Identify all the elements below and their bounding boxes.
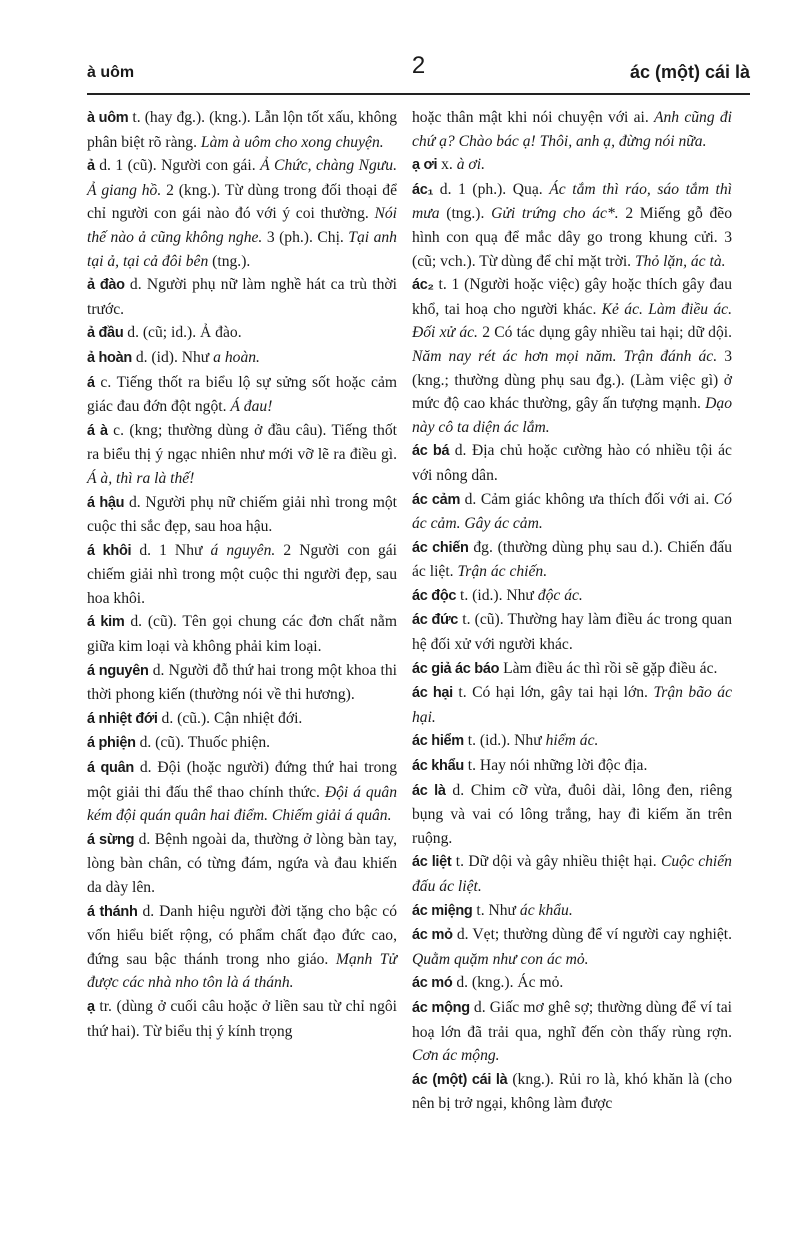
headword: ác (một) cái là <box>412 1071 508 1088</box>
example: Cơn ác mộng. <box>412 1047 500 1065</box>
headword: á <box>87 374 95 391</box>
dictionary-entry <box>87 491 397 539</box>
headword: ác hiểm <box>412 733 464 750</box>
page-number: 2 <box>411 52 426 79</box>
definition: d. (cũ). Tên gọi chung các đơn chất nằm giữa kim loại và không phải kim loại. <box>87 613 397 656</box>
definition: 3 (ph.). Chị. <box>262 228 349 246</box>
dictionary-entry <box>87 419 397 491</box>
example: Trận bão ác hại. <box>412 684 733 726</box>
definition: t. Như <box>472 901 520 919</box>
dictionary-entry <box>412 754 732 779</box>
dictionary-entry <box>412 850 732 898</box>
example: Ác tắm thì ráo, sáo tắm thì mưa <box>412 180 732 223</box>
example: Kẻ ác. Làm điều ác. Đối xử ác. <box>412 300 732 342</box>
definition: (tng.). <box>439 205 492 223</box>
headword: ác hại <box>412 685 453 702</box>
definition: t. (id.). Như <box>463 732 546 750</box>
definition: t. (cũ). Thường hay làm điều ác trong quan hệ đối xử với người khác. <box>412 611 733 654</box>
dictionary-entry <box>412 536 732 584</box>
example: Á đau! <box>230 398 273 416</box>
definition: d. 1 (ph.). Quạ. <box>433 180 550 198</box>
headword: ác độc <box>412 587 457 604</box>
definition: (kng.). Rủi ro là, khó khăn là (cho nên bị trở ngại, không làm được <box>412 1070 732 1113</box>
definition: t. (hay đg.). (kng.). Lẫn lộn tốt xấu, không phân biệt rõ ràng. <box>87 109 397 151</box>
dictionary-entry <box>412 899 732 924</box>
definition: d. Giấc mơ ghê sợ; thường dùng để ví tai hoạ lớn đã trải qua, nghĩ đến còn thấy rùng rợn. <box>412 998 732 1041</box>
definition: d. Địa chủ hoặc cường hào có nhiều tội ác với nông dân. <box>412 442 732 484</box>
definition: c. (kng; thường dùng ở đầu câu). Tiếng thốt ra biểu thị ý ngạc nhiên như mới vỡ lẽ ra điều gì. <box>87 421 397 464</box>
example: á nguyên. <box>210 541 276 559</box>
headword: à uôm <box>87 110 129 126</box>
dictionary-entry <box>87 610 397 658</box>
example: Nói thế nào ả cũng không nghe. <box>87 205 397 246</box>
definition: d. Vẹt; thường dùng để ví người cay nghiệt. <box>452 926 732 944</box>
headword: á nhiệt đới <box>87 710 158 727</box>
dictionary-entry <box>412 584 732 609</box>
definition: d. (id). Như <box>131 348 214 366</box>
example: Đội á quân kém đội quán quân hai điểm. Chiếm giải á quân. <box>87 783 397 825</box>
dictionary-entry <box>87 371 397 419</box>
headword: ác mộng <box>412 999 470 1016</box>
example: Gửi trứng cho ác*. <box>491 205 619 223</box>
headword: ả hoàn <box>87 349 132 366</box>
dictionary-entry <box>412 153 732 178</box>
definition: tr. (dùng ở cuối câu hoặc ở liền sau từ chỉ ngôi thứ hai). Từ biểu thị ý kính trọng <box>87 997 397 1040</box>
definition: d. Đội (hoặc người) đứng thứ hai trong một giải thi đấu thể thao chính thức. <box>87 759 398 801</box>
headword: á khôi <box>87 542 132 559</box>
definition: d. (kng.). Ác mỏ. <box>452 974 564 992</box>
definition: Làm điều ác thì rồi sẽ gặp điều ác. <box>499 659 718 677</box>
headword: ác miệng <box>412 902 473 919</box>
definition: d. Danh hiệu người đời tặng cho bậc có vốn hiểu biết rộng, có phẩm chất đạo đức cao, đứng sau bậc thánh trong nho giáo. <box>87 902 397 968</box>
dictionary-entry <box>412 923 732 971</box>
dictionary-entry <box>412 106 732 153</box>
dictionary-entry <box>412 608 732 656</box>
headword: á hậu <box>87 494 125 511</box>
definition: t. Hay nói những lời độc địa. <box>463 757 648 775</box>
dictionary-entry <box>412 488 732 536</box>
page-header <box>87 52 750 92</box>
dictionary-entry <box>87 731 397 756</box>
dictionary-entry <box>87 321 397 346</box>
example: Ả Chức, chàng Ngưu. Ả giang hồ. <box>87 157 398 199</box>
definition: d. Bệnh ngoài da, thường ở lòng bàn tay, lòng bàn chân, có từng đám, ngứa và đau khiến da dày lên. <box>87 830 397 896</box>
headword: ác khẩu <box>412 758 464 775</box>
definition: x. <box>437 156 457 174</box>
definition: t. (id.). Như <box>456 586 538 604</box>
dictionary-entry <box>412 1068 732 1116</box>
dictionary-entry <box>412 681 732 729</box>
dictionary-entry <box>412 779 732 851</box>
headword: á thánh <box>87 903 138 920</box>
headword: ả đào <box>87 277 125 294</box>
example: hiểm ác. <box>545 732 599 750</box>
definition: d. Người phụ nữ chiếm giải nhì trong một cuộc thi sắc đẹp, sau hoa hậu. <box>87 493 398 536</box>
example: Anh cũng đi chứ ạ? Chào bác ạ! Thôi, anh ạ, đừng nói nữa. <box>412 109 733 150</box>
headword: ạ <box>87 998 95 1015</box>
definition: 2 (kng.). Từ dùng trong đối thoại để chỉ người con gái nào đó với ý coi thường. <box>87 181 397 223</box>
example: Dạo này cô ta diện ác lắm. <box>412 395 732 436</box>
definition: t. Dữ dội và gây nhiều thiệt hại. <box>451 853 661 871</box>
headword: ác cảm <box>412 491 461 508</box>
headword: á sừng <box>87 831 135 848</box>
headword: ác bá <box>412 443 450 460</box>
header-left-guide-word: à uôm <box>87 64 135 81</box>
example: Mạnh Tử được các nhà nho tôn là á thánh. <box>87 950 397 992</box>
dictionary-entry <box>87 756 397 828</box>
dictionary-entry <box>412 657 732 682</box>
example: Á à, thì ra là thế! <box>87 469 195 487</box>
example: Năm nay rét ác hơn mọi năm. Trận đánh ác. <box>412 347 718 365</box>
definition: d. (cũ.). Cận nhiệt đới. <box>157 709 303 727</box>
definition: (tng.). <box>208 252 251 270</box>
example: Tại anh tại ả, tại cả đôi bên <box>87 228 397 270</box>
headword: á à <box>87 422 108 439</box>
definition: d. Người đỗ thứ hai trong một khoa thi thời phong kiến (thường nói về thi hương). <box>87 661 398 704</box>
example: Có ác cảm. Gây ác cảm. <box>412 490 732 533</box>
dictionary-entry <box>412 439 732 487</box>
dictionary-entry <box>87 707 397 732</box>
example: Cuộc chiến đấu ác liệt. <box>412 853 732 895</box>
headword: á phiện <box>87 735 136 752</box>
headword: ả <box>87 158 95 175</box>
header-right-guide-word: ác (một) cái là <box>629 62 750 82</box>
dictionary-entry <box>412 971 732 996</box>
definition: đg. (thường dùng phụ sau d.). Chiến đấu ác liệt. <box>412 538 732 581</box>
dictionary-entry <box>87 346 397 371</box>
definition: t. 1 (Người hoặc việc) gây hoặc thích gây đau khổ, tai hoạ cho người khác. <box>412 276 732 318</box>
headword: ác₁ <box>412 181 434 198</box>
dictionary-entry <box>412 273 732 439</box>
dictionary-entry <box>87 539 397 611</box>
left-column <box>87 106 397 1043</box>
headword: á quân <box>87 760 134 777</box>
headword: ác chiến <box>412 539 469 556</box>
definition: d. Cảm giác không ưa thích đối với ai. <box>460 490 714 508</box>
headword: ác mó <box>412 975 453 992</box>
definition: 2 Có tác dụng gây nhiều tai hại; dữ dội. <box>477 324 732 342</box>
header-divider <box>87 93 750 95</box>
headword: ạ ơi <box>412 157 438 174</box>
definition: d. (cũ; id.). Ả đào. <box>123 324 242 342</box>
example: Quằm quặm như con ác mỏ. <box>412 950 589 968</box>
example: Làm à uôm cho xong chuyện. <box>200 133 384 151</box>
dictionary-entry <box>412 729 732 754</box>
definition: d. 1 (cũ). Người con gái. <box>94 157 261 175</box>
definition: t. Có hại lớn, gây tai hại lớn. <box>452 684 654 702</box>
example: à ơi. <box>456 156 485 174</box>
headword: ác giả ác báo <box>412 660 500 677</box>
headword: ác mỏ <box>412 927 453 944</box>
headword: á kim <box>87 614 125 631</box>
definition: 3 (kng.; thường dùng phụ sau đg.). (Làm việc gì) ở mức độ cao khác thường, gây ấn tượng mạnh. <box>412 347 732 413</box>
example: ác khẩu. <box>519 901 573 919</box>
example: Thỏ lặn, ác tà. <box>634 252 726 270</box>
headword: ả đầu <box>87 325 124 342</box>
dictionary-entry <box>412 178 732 273</box>
example: a hoàn. <box>213 348 260 366</box>
dictionary-entry <box>87 900 397 995</box>
example: Trận ác chiến. <box>457 563 548 581</box>
definition: d. (cũ). Thuốc phiện. <box>135 734 271 752</box>
definition: hoặc thân mật khi nói chuyện với ai. <box>412 109 654 126</box>
dictionary-entry <box>87 154 397 273</box>
dictionary-entry <box>87 995 397 1043</box>
dictionary-entry <box>412 996 732 1068</box>
definition: d. Chim cỡ vừa, đuôi dài, lông đen, riêng bụng và vai có lông trắng, hay đi kiếm ăn trên ruộng. <box>412 781 732 847</box>
dictionary-entry <box>87 659 397 707</box>
example: độc ác. <box>537 586 583 604</box>
headword: ác₂ <box>412 277 434 294</box>
definition: 2 Miếng gỗ đẽo hình con quạ để mắc dây go trong khung cửi. 3 (cũ; vch.). Từ dùng để chỉ mặt trời. <box>412 205 732 270</box>
definition: d. Người phụ nữ làm nghề hát ca trù thời trước. <box>87 276 397 318</box>
headword: ác đức <box>412 612 459 629</box>
definition: c. Tiếng thốt ra biểu lộ sự sửng sốt hoặc cảm giác đau đớn đột ngột. <box>87 373 397 416</box>
right-column <box>412 106 732 1116</box>
headword: ác là <box>412 782 446 799</box>
definition: 2 Người con gái chiếm giải nhì trong một cuộc thi người đẹp, sau hoa khôi. <box>87 541 398 607</box>
headword: ác liệt <box>412 854 452 871</box>
headword: á nguyên <box>87 662 149 679</box>
dictionary-entry <box>87 273 397 321</box>
dictionary-entry <box>87 828 397 900</box>
dictionary-entry <box>87 106 397 154</box>
definition: d. 1 Như <box>131 541 211 559</box>
